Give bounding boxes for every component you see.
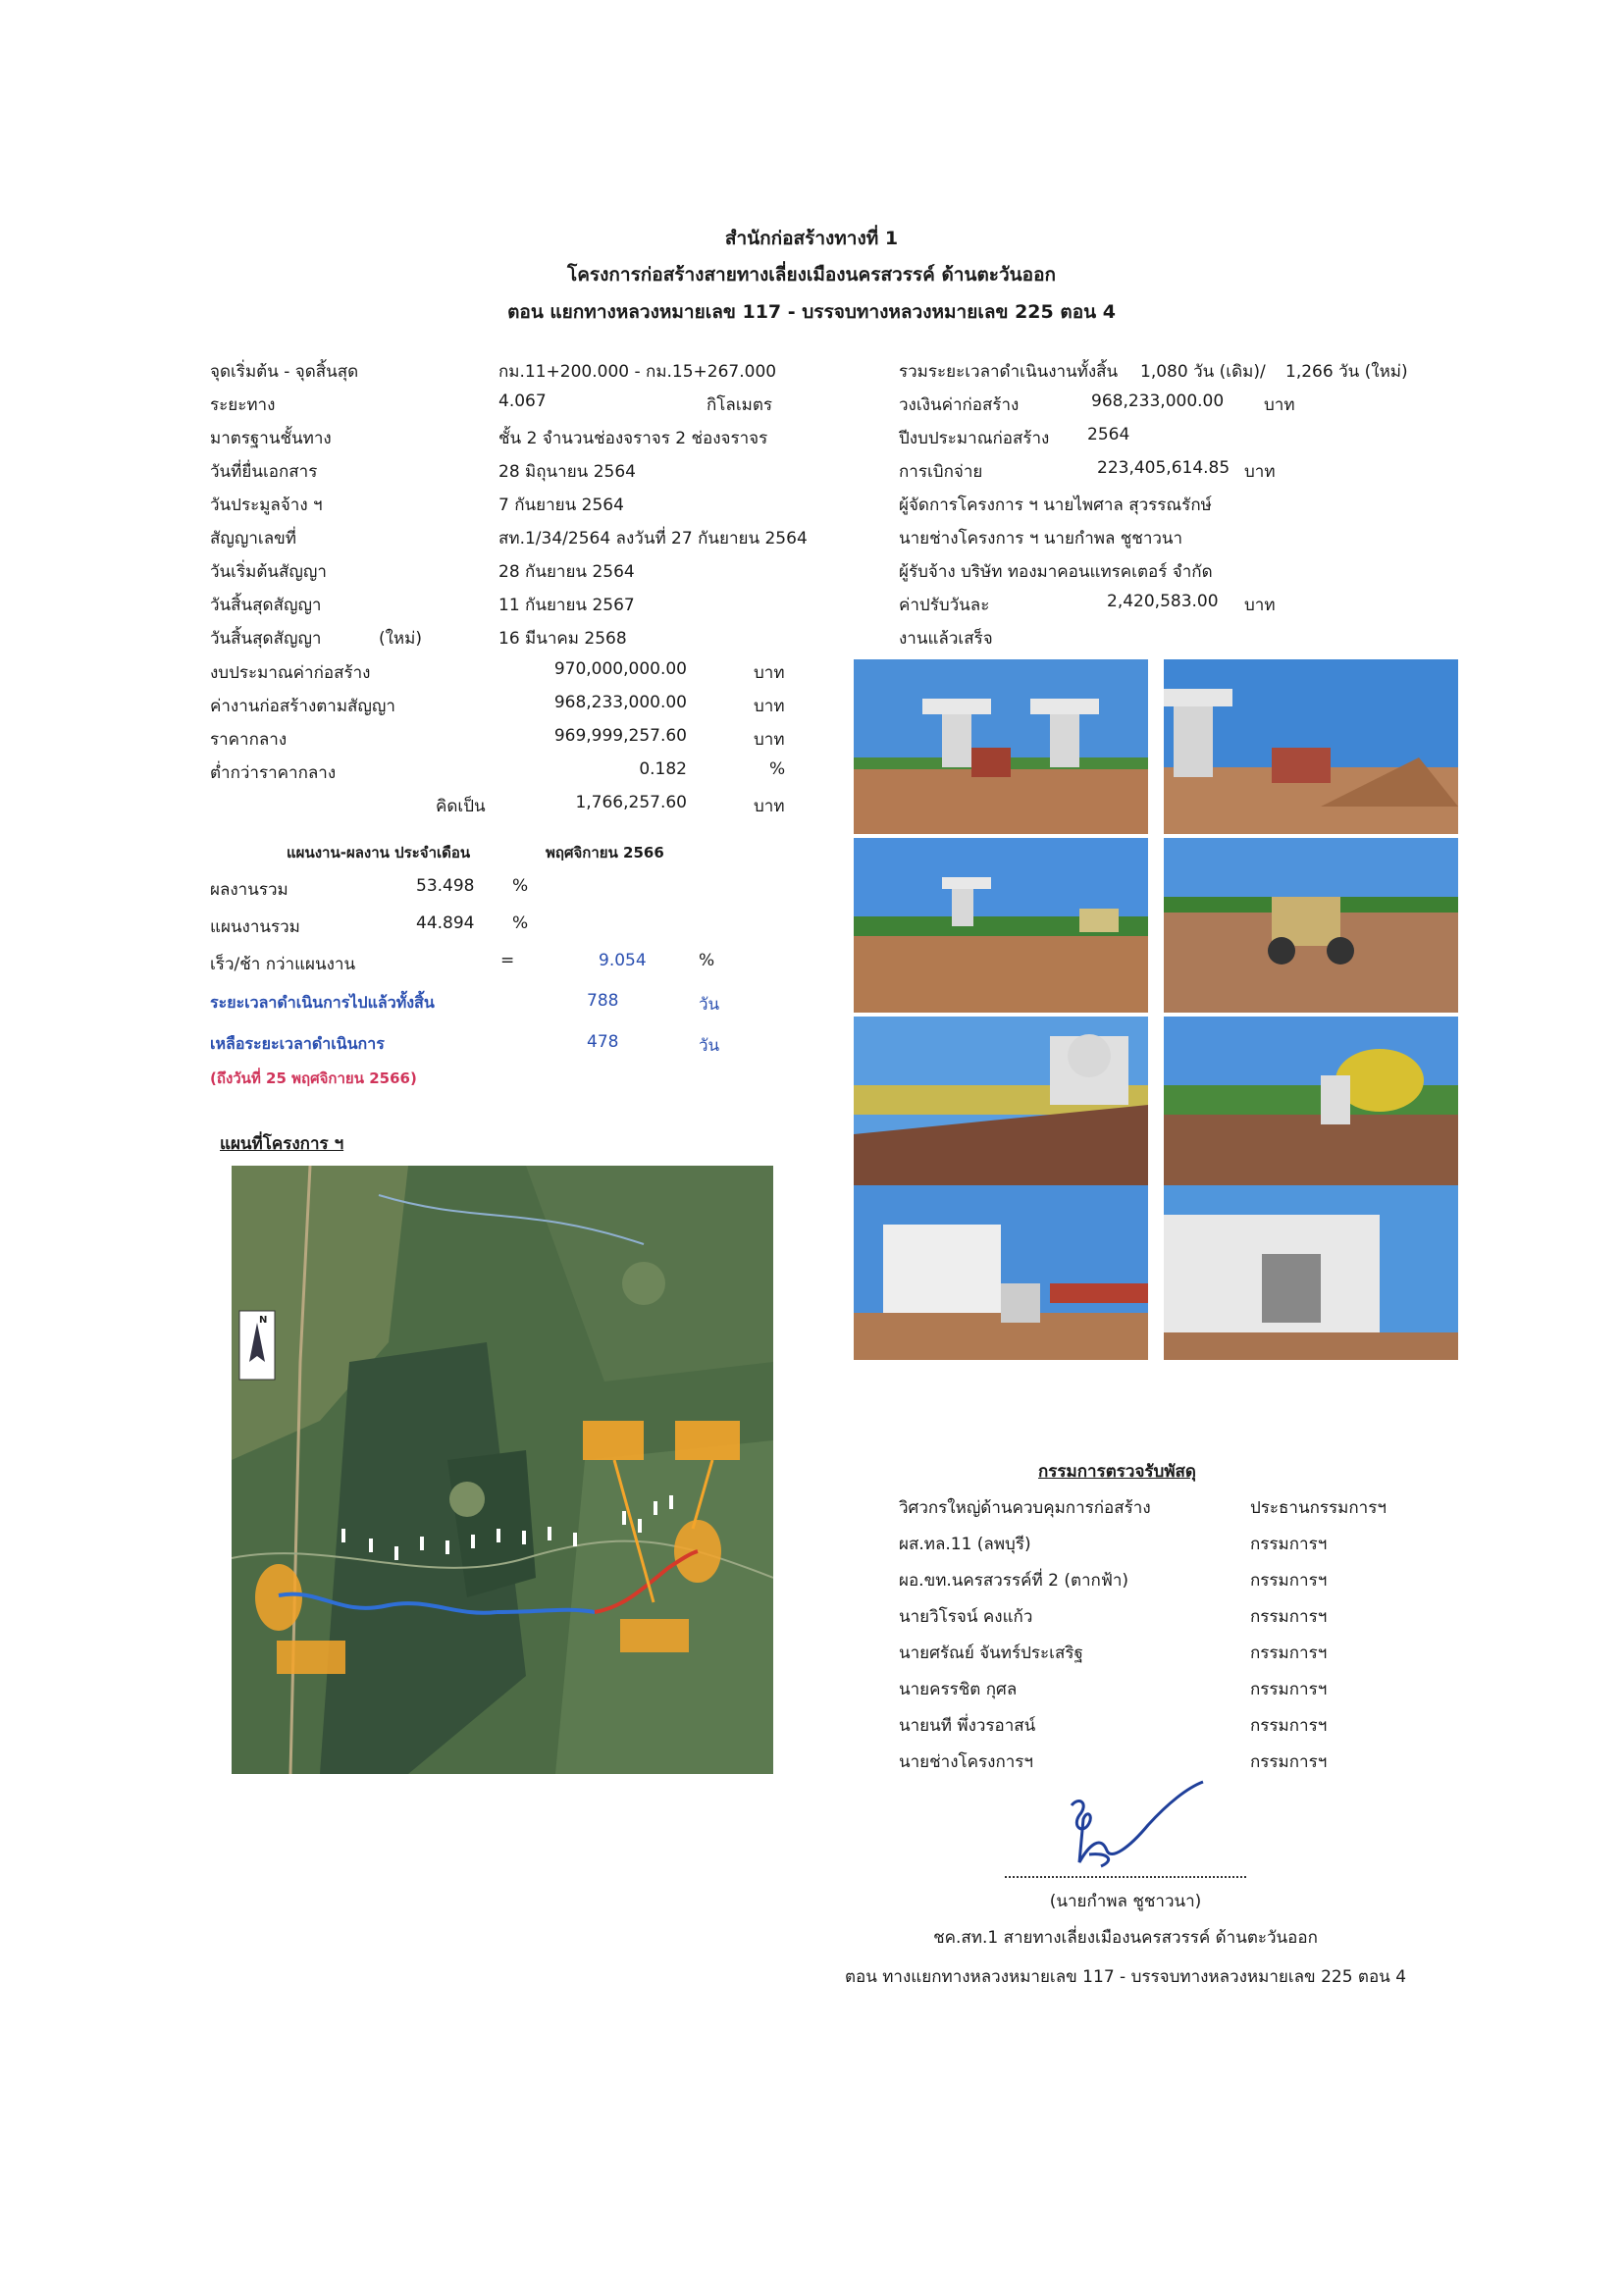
- actual-label: ผลงานรวม: [210, 880, 288, 900]
- contract-unit: บาท: [1264, 395, 1295, 415]
- contract-value: 968,233,000.00: [1091, 391, 1225, 411]
- actual-percent: %: [512, 876, 529, 896]
- info-value: 28 กันยายน 2564: [498, 562, 635, 582]
- budget-unit: บาท: [754, 730, 785, 750]
- plan-value: 44.894: [416, 913, 475, 933]
- completed-label: งานแล้วเสร็จ: [899, 629, 993, 649]
- site-photo: [854, 659, 1148, 834]
- info-label: วันสิ้นสุดสัญญา: [210, 596, 322, 615]
- compass-icon: [239, 1311, 275, 1380]
- info-label: วันสิ้นสุดสัญญา: [210, 629, 322, 649]
- remaining-value: 478: [587, 1032, 619, 1052]
- committee-role: ประธานกรรมการฯ: [1250, 1498, 1387, 1518]
- fine-unit: บาท: [1244, 596, 1276, 615]
- budget-unit: บาท: [754, 663, 785, 683]
- budget-value: 0.182: [639, 759, 687, 779]
- plan-label: แผนงานรวม: [210, 917, 300, 937]
- budget-label: คิดเป็น: [436, 797, 486, 816]
- fiscal-value: 2564: [1087, 425, 1130, 444]
- map-title: แผนที่โครงการ ฯ: [220, 1134, 344, 1154]
- diff-equals: =: [500, 951, 515, 970]
- budget-label: งบประมาณค่าก่อสร้าง: [210, 663, 371, 683]
- info-unit: กิโลเมตร: [707, 395, 773, 415]
- committee-member: นายวิโรจน์ คงแก้ว: [899, 1607, 1033, 1627]
- site-photo: [854, 1017, 1148, 1191]
- committee-member: วิศวกรใหญ่ด้านควบคุมการก่อสร้าง: [899, 1498, 1151, 1518]
- budget-value: 968,233,000.00: [553, 693, 687, 712]
- fiscal-label: ปีงบประมาณก่อสร้าง: [899, 429, 1050, 448]
- signature-section: ตอน ทางแยกทางหลวงหมายเลข 117 - บรรจบทางหลวงหมายเลข 225 ตอน 4: [844, 1967, 1407, 1987]
- info-label: วันที่ยื่นเอกสาร: [210, 462, 318, 482]
- committee-member: นายศรัณย์ จันทร์ประเสริฐ: [899, 1644, 1083, 1663]
- progress-month: พฤศจิกายน 2566: [546, 844, 664, 861]
- committee-member: นายช่างโครงการฯ: [899, 1752, 1033, 1772]
- info-label: วันประมูลจ้าง ฯ: [210, 496, 323, 515]
- committee-role: กรรมการฯ: [1250, 1644, 1328, 1663]
- info-label: สัญญาเลขที่: [210, 529, 296, 548]
- site-photo: [854, 1185, 1148, 1360]
- info-label: วันเริ่มต้นสัญญา: [210, 562, 327, 582]
- disburse-unit: บาท: [1244, 462, 1276, 482]
- committee-member: นายครรชิต กุศล: [899, 1680, 1018, 1699]
- compass-label: N: [259, 1315, 268, 1326]
- plan-percent: %: [512, 913, 529, 933]
- budget-unit: บาท: [754, 797, 785, 816]
- remaining-unit: วัน: [699, 1036, 720, 1056]
- project-manager: ผู้จัดการโครงการ ฯ นายไพศาล สุวรรณรักษ์: [899, 496, 1212, 515]
- site-photo: [854, 838, 1148, 1013]
- start-highlight: [255, 1564, 302, 1631]
- project-engineer: นายช่างโครงการ ฯ นายกำพล ชูชาวนา: [899, 529, 1183, 548]
- budget-label: ต่ำกว่าราคากลาง: [210, 763, 337, 783]
- project-map: [232, 1166, 773, 1774]
- contractor: ผู้รับจ้าง บริษัท ทองมาคอนแทรคเตอร์ จำกัด: [899, 562, 1213, 582]
- site-photo: [1164, 1185, 1458, 1360]
- duration-new: 1,266 วัน (ใหม่): [1285, 362, 1408, 382]
- progress-title: แผนงาน-ผลงาน ประจำเดือน: [287, 844, 471, 861]
- signature-position: ชค.สท.1 สายทางเลี่ยงเมืองนครสวรรค์ ด้านตะวันออก: [933, 1928, 1318, 1948]
- committee-role: กรรมการฯ: [1250, 1535, 1328, 1554]
- committee-role: กรรมการฯ: [1250, 1716, 1328, 1736]
- info-value: 16 มีนาคม 2568: [498, 629, 627, 649]
- duration-label: รวมระยะเวลาดำเนินงานทั้งสิ้น: [899, 362, 1119, 382]
- fine-value: 2,420,583.00: [1107, 592, 1219, 611]
- info-label: ระยะทาง: [210, 395, 276, 415]
- elapsed-value: 788: [587, 991, 619, 1011]
- budget-unit: %: [769, 759, 786, 779]
- info-value: 4.067: [498, 391, 547, 411]
- committee-role: กรรมการฯ: [1250, 1752, 1328, 1772]
- budget-label: ค่างานก่อสร้างตามสัญญา: [210, 697, 395, 716]
- diff-label: เร็ว/ช้า กว่าแผนงาน: [210, 955, 356, 974]
- committee-member: ผส.ทล.11 (ลพบุรี): [899, 1535, 1031, 1554]
- fine-label: ค่าปรับวันละ: [899, 596, 990, 615]
- committee-member: นายนที พึ่งวรอาสน์: [899, 1716, 1036, 1736]
- budget-value: 969,999,257.60: [553, 726, 687, 746]
- signature-line: [1005, 1876, 1246, 1878]
- diff-percent: %: [699, 951, 715, 970]
- site-photo: [1164, 838, 1458, 1013]
- info-value: 7 กันยายน 2564: [498, 496, 624, 515]
- contract-label: วงเงินค่าก่อสร้าง: [899, 395, 1020, 415]
- budget-label: ราคากลาง: [210, 730, 288, 750]
- committee-member: ผอ.ขท.นครสวรรค์ที่ 2 (ตากฟ้า): [899, 1571, 1129, 1591]
- header-line-3: ตอน แยกทางหลวงหมายเลข 117 - บรรจบทางหลวงหมายเลข 225 ตอน 4: [507, 301, 1116, 323]
- actual-value: 53.498: [416, 876, 475, 896]
- map-graphic: [232, 1166, 773, 1774]
- duration-old: 1,080 วัน (เดิม)/: [1140, 362, 1266, 382]
- committee-title: กรรมการตรวจรับพัสดุ: [1038, 1462, 1196, 1482]
- budget-value: 970,000,000.00: [553, 659, 687, 679]
- remaining-label: เหลือระยะเวลาดำเนินการ: [210, 1034, 385, 1053]
- info-value: 28 มิถุนายน 2564: [498, 462, 636, 482]
- budget-unit: บาท: [754, 697, 785, 716]
- elapsed-unit: วัน: [699, 995, 720, 1015]
- info-value: 11 กันยายน 2567: [498, 596, 635, 615]
- info-value: กม.11+200.000 - กม.15+267.000: [498, 362, 777, 382]
- disburse-value: 223,405,614.85: [1097, 458, 1230, 478]
- as-of-date: (ถึงวันที่ 25 พฤศจิกายน 2566): [210, 1070, 417, 1087]
- site-photo: [1164, 659, 1458, 834]
- header-line-2: โครงการก่อสร้างสายทางเลี่ยงเมืองนครสวรรค์ ด้านตะวันออก: [567, 264, 1056, 286]
- signature-name: (นายกำพล ชูชาวนา): [1049, 1892, 1202, 1911]
- info-label: มาตรฐานชั้นทาง: [210, 429, 332, 448]
- committee-role: กรรมการฯ: [1250, 1680, 1328, 1699]
- info-label-suffix: (ใหม่): [379, 629, 422, 649]
- disburse-label: การเบิกจ่าย: [899, 462, 983, 482]
- info-label: จุดเริ่มต้น - จุดสิ้นสุด: [210, 362, 359, 382]
- signature-scribble: [1050, 1776, 1217, 1874]
- diff-value: 9.054: [599, 951, 647, 970]
- committee-role: กรรมการฯ: [1250, 1571, 1328, 1591]
- elapsed-label: ระยะเวลาดำเนินการไปแล้วทั้งสิ้น: [210, 993, 435, 1012]
- site-photo: [1164, 1017, 1458, 1191]
- header-line-1: สำนักก่อสร้างทางที่ 1: [724, 228, 899, 249]
- budget-value: 1,766,257.60: [575, 793, 687, 812]
- info-value: สท.1/34/2564 ลงวันที่ 27 กันยายน 2564: [498, 529, 808, 548]
- committee-role: กรรมการฯ: [1250, 1607, 1328, 1627]
- info-value: ชั้น 2 จำนวนช่องจราจร 2 ช่องจราจร: [498, 429, 768, 448]
